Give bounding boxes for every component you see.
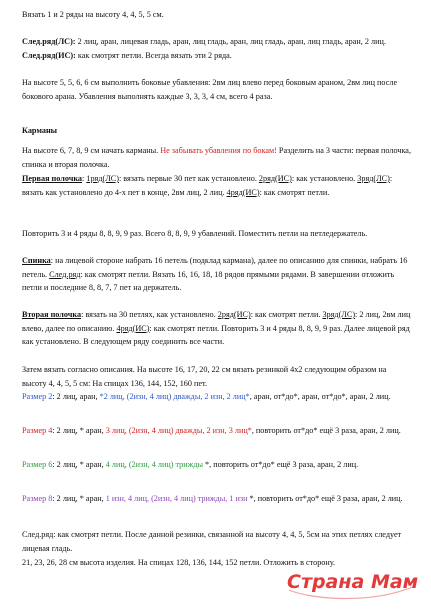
paragraph-height: 21, 23, 26, 28 см высота изделия. На спицах 128, 136, 144, 152 петли. Отложить в сторону.	[22, 558, 336, 567]
logo-text: Страна Мам	[287, 571, 419, 593]
paragraph-row-pattern: След.ряд(ЛС): 2 лиц, аран, лицевая гладь, аран, лиц гладь, аран, лиц гладь, аран, лиц гладь, аран, 2 лиц. След.ряд(ИС): как смотрят петли. Всегда вязать эти 2 ряда.	[22, 37, 386, 60]
paragraph-size-2: Размер 2: 2 лиц, аран, *2 лиц, (2изн, 4 лиц) дважды, 2 изн, 2 лиц*, аран, от*до*, аран, от*до*, аран, 2 лиц.	[22, 392, 391, 401]
paragraph-back: Спинка: на лицевой стороне набрать 16 петель (подклад кармана), далее по описанию для спинки, набрать 16 петель. След.ряд: как смотрят петли. Вязать 16, 16, 18, 18 рядов прямыми рядами. В завершении отложить петли и последние 8, 8, 7, 7 пет на держатель.	[22, 256, 408, 293]
paragraph-size-4: Размер 4: 2 лиц, * аран, 3 лиц, (2изн, 4 лиц) дважды, 2 изн, 3 лиц*, повторить от*до* ещё 3 раза, аран, 2 лиц.	[22, 426, 401, 435]
paragraph-first-front: Первая полочка: 1ряд(ЛС): вязать первые 30 пет как установлено. 2ряд(ИС): как установлено. 3ряд(ЛС): вязать как установлено до 4-х пет в конце, 2вм лиц, 2 лиц. 4ряд(ИС): как смотрят петли.	[22, 174, 393, 197]
site-logo-watermark	[283, 560, 423, 604]
paragraph-second-front: Вторая полочка: вязать на 30 петлях, как установлено. 2ряд(ИС): как смотрят петли. 3ряд(ЛС): 2 лиц, 2вм лиц влево, далее по описанию. 4ряд(ИС): как смотрят петли. Повторить 3 и 4 ряды 8, 8, 9, 9 раз. Далее лицевой ряд как установлено. В следующем ряду соединить все части.	[22, 310, 411, 347]
paragraph-side-decreases: На высоте 5, 5, 6, 6 см выполнить боковые убавления: 2вм лиц влево перед боковым араном, 2вм лиц после бокового арана. Убавления выполнять каждые 3, 3, 3, 4 см, всего 4 раза.	[22, 78, 398, 101]
paragraph-rows-1-2: Вязать 1 и 2 ряды на высоту 4, 4, 5, 5 см.	[22, 10, 164, 19]
paragraph-size-6: Размер 6: 2 лиц, * аран, 4 лиц, (2изн, 4 лиц) трижды *, повторить от*до* ещё 3 раза, аран, 2 лиц.	[22, 460, 359, 469]
paragraph-rib: Затем вязать согласно описания. На высоте 16, 17, 20, 22 см вязать резинкой 4х2 следующим образом на высоту 4, 4, 5, 5 см: На спицах 136, 144, 152, 160 пет.	[22, 365, 387, 388]
paragraph-pockets-intro: На высоте 6, 7, 8, 9 см начать карманы. Не забывать убавления по бокам! Разделить на 3 части: первая полочка, спинка и вторая полочка.	[22, 146, 411, 169]
paragraph-next-row: След.ряд: как смотрят петли. После данной резинки, связанной на высоту 4, 4, 5, 5см на этих петлях следует лицевая гладь.	[22, 530, 402, 553]
paragraph-repeat-rows: Повторить 3 и 4 ряды 8, 8, 9, 9 раз. Всего 8, 8, 9, 9 убавлений. Поместить петли на петледержатель.	[22, 229, 368, 238]
paragraph-size-8: Размер 8: 2 лиц, * аран, 1 изн, 4 лиц, (2изн, 4 лиц) трижды, 1 изн *, повторить от*до* ещё 3 раза, аран, 2 лиц.	[22, 494, 403, 503]
warning-text: Не забывать убавления по бокам!	[160, 146, 277, 155]
heading-pockets: Карманы	[22, 126, 58, 135]
